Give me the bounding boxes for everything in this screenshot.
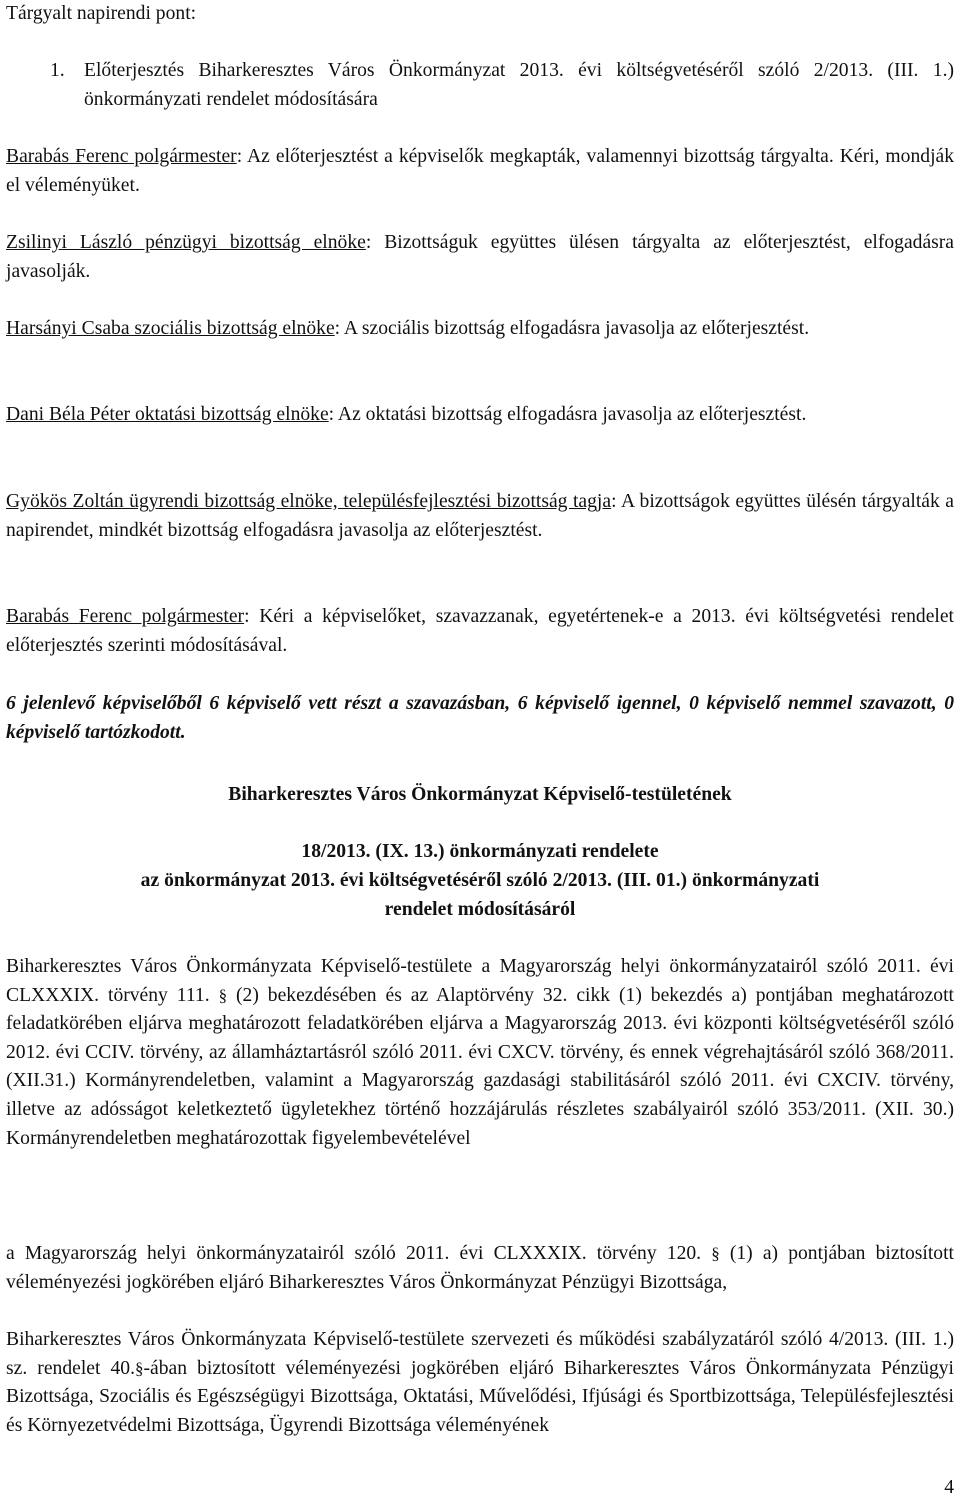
decree-subject: az önkormányzat 2013. évi költségvetéséről szóló 2/2013. (III. 01.) önkormányzati (140, 870, 820, 891)
decree-number: 18/2013. (IX. 13.) önkormányzati rendelete (301, 841, 659, 862)
speech-1 (6, 143, 954, 200)
section-sign: § (711, 1244, 720, 1263)
decree-subject-cont: rendelet módosításáról (384, 899, 576, 920)
speaker-name: Gyökös Zoltán ügyrendi bizottság elnöke, településfejlesztési bizottság tagja (6, 491, 612, 512)
section-sign: § (218, 985, 228, 1005)
speaker-name: Barabás Ferenc polgármester (6, 146, 237, 167)
page-number: 4 (944, 1477, 954, 1498)
agenda-item-text: Előterjesztés Biharkeresztes Város Önkormányzat 2013. évi költségvetéséről szóló 2/2013. (III. 1.) önkormányzati rendelet módosítására (84, 60, 954, 110)
speech-text: : A szociális bizottság elfogadásra javasolja az előterjesztést. (334, 318, 810, 339)
speech-5 (6, 488, 954, 545)
agenda-item (50, 57, 954, 114)
speech-text: : Az oktatási bizottság elfogadásra javasolja az előterjesztést. (328, 404, 807, 425)
speech-2 (6, 229, 954, 286)
vote-result: 6 jelenlevő képviselőből 6 képviselő vett részt a szavazásban, 6 képviselő igennel, 0 képviselő nemmel szavazott, 0 képviselő tartózkodott. (6, 693, 954, 743)
speech-text: : Kéri a képviselőket, szavazzanak, egyetértenek-e a 2013. évi költségvetési rendelet előterjesztés szerinti módosításával. (6, 606, 954, 656)
speech-text: : Bizottságuk együttes ülésen tárgyalta az előterjesztést, elfogadásra javasolják. (6, 232, 954, 282)
speech-3 (6, 315, 954, 344)
speaker-name: Zsilinyi László pénzügyi bizottság elnöke (6, 232, 366, 253)
agenda-item-number: 1. (50, 60, 65, 81)
speech-6 (6, 603, 954, 660)
speaker-name: Dani Béla Péter oktatási bizottság elnöke (6, 404, 329, 425)
decree-preamble-2: a Magyarország helyi önkormányzatairól szóló 2011. évi CLXXXIX. törvény 120. § (1) a) pontjában biztosított véleményezési jogkörében eljáró Biharkeresztes Város Önkormányzat Pénzügyi Bizottsága, (6, 1243, 954, 1293)
agenda-title: Tárgyalt napirendi pont: (6, 3, 197, 24)
speech-4 (6, 401, 954, 430)
speaker-name: Harsányi Csaba szociális bizottság elnöke (6, 318, 335, 339)
decree-preamble-3: Biharkeresztes Város Önkormányzata Képviselő-testülete szervezeti és működési szabályzatáról szóló 4/2013. (III. 1.) sz. rendelet 40.§-ában biztosított véleményezési jogkörében eljáró Biharkeresztes Város Önkormányzata Pénzügyi Bizottsága, Szociális és Egészségügyi Bizottsága, Oktatási, Művelődési, Ifjúsági és Sportbizottsága, Településfejlesztési és Környezetvédelmi Bizottsága, Ügyrendi Bizottsága véleményének (6, 1329, 955, 1436)
speech-text: : A bizottságok együttes ülésén tárgyalták a napirendet, mindkét bizottság elfogadásra javasolja az előterjesztést. (6, 491, 955, 541)
decree-heading: Biharkeresztes Város Önkormányzat Képviselő-testületének (228, 784, 732, 805)
section-sign: § (135, 1358, 144, 1378)
speech-text: : Az előterjesztést a képviselők megkapták, valamennyi bizottság tárgyalta. Kéri, mondják el véleményüket. (6, 146, 954, 196)
speaker-name: Barabás Ferenc polgármester (6, 606, 245, 627)
decree-preamble: Biharkeresztes Város Önkormányzata Képviselő-testülete a Magyarország helyi önkormányzatairól szóló 2011. évi CLXXXIX. törvény 111. § (2) bekezdésében és az Alaptörvény 32. cikk (1) bekezdés a) pontjában meghatározott feladatkörében eljárva meghatározott feladatkörében eljárva a Magyarország 2013. évi központi költségvetéséről szóló 2012. évi CCIV. törvény, az államháztartásról szóló 2011. évi CXCV. törvény, és ennek végrehajtásáról szóló 368/2011. (XII.31.) Kormányrendeletben, valamint a Magyarország gazdasági stabilitásáról szóló 2011. évi CXCIV. törvény, illetve az adósságot keletkeztető ügyletekhez történő hozzájárulás részletes szabályairól szóló 353/2011. (XII. 30.) Kormányrendeletben meghatározottak figyelembevételével (6, 956, 954, 1149)
